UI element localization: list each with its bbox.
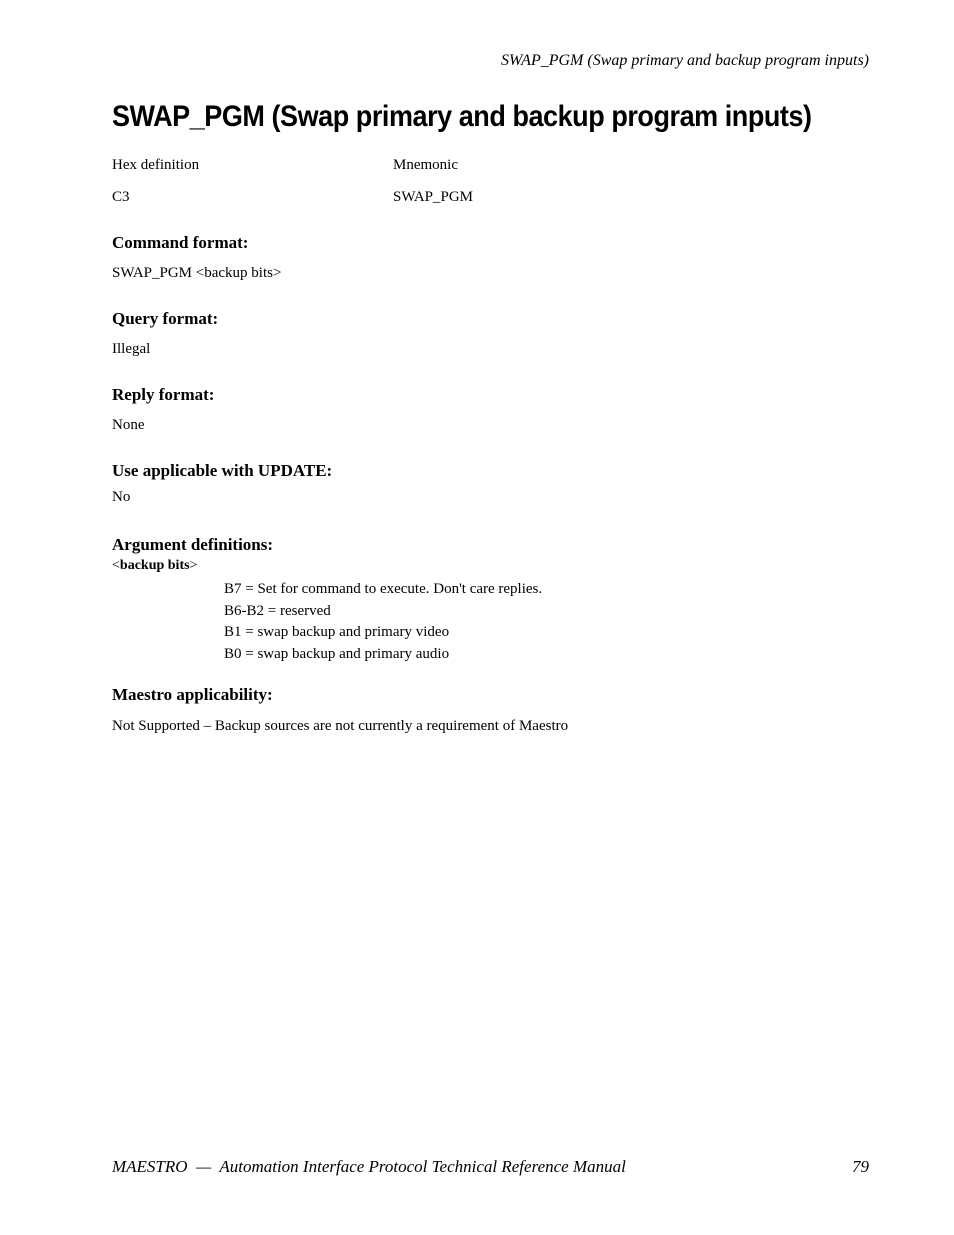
query-format-text: Illegal: [112, 341, 151, 357]
update-text: No: [112, 489, 131, 505]
hex-definition-value: C3: [112, 189, 130, 205]
reply-format-text: None: [112, 417, 145, 433]
argument-item: B0 = swap backup and primary audio: [224, 646, 450, 662]
argument-item: B6-B2 = reserved: [224, 603, 331, 619]
page-title: SWAP_PGM (Swap primary and backup program inputs): [112, 100, 812, 133]
argument-definitions-heading: Argument definitions:: [112, 535, 274, 554]
footer-manual-title: MAESTRO — Automation Interface Protocol Technical Reference Manual: [112, 1157, 626, 1176]
hex-definition-label: Hex definition: [112, 157, 200, 173]
command-format-text: SWAP_PGM <backup bits>: [112, 265, 282, 281]
argument-name-close: >: [189, 558, 198, 573]
argument-name: [112, 558, 197, 574]
mnemonic-label: Mnemonic: [393, 157, 458, 173]
argument-name-text: backup bits: [119, 558, 190, 573]
argument-item: B1 = swap backup and primary video: [224, 624, 450, 640]
reply-format-heading: Reply format:: [112, 385, 215, 404]
maestro-applicability-heading: Maestro applicability:: [112, 685, 273, 704]
query-format-heading: Query format:: [112, 309, 219, 328]
maestro-applicability-text: Not Supported – Backup sources are not currently a requirement of Maestro: [112, 718, 569, 734]
command-format-heading: Command format:: [112, 233, 249, 252]
page-number: 79: [852, 1157, 869, 1176]
update-heading: Use applicable with UPDATE:: [112, 461, 333, 480]
mnemonic-value: SWAP_PGM: [393, 189, 474, 205]
argument-name-open: <: [112, 558, 120, 573]
running-header: SWAP_PGM (Swap primary and backup program inputs): [500, 52, 869, 69]
argument-item: B7 = Set for command to execute. Don't care replies.: [224, 581, 543, 597]
